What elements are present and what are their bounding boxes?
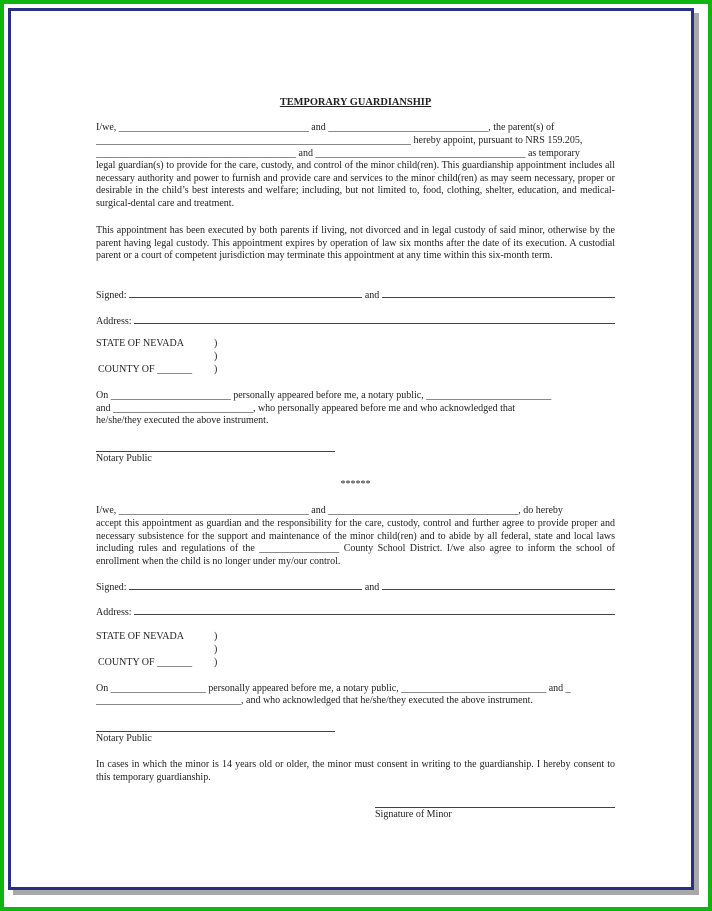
address-line-2 [96,605,615,620]
address-label: Address: [96,607,132,618]
notary-signature-line-2[interactable] [96,731,335,732]
notary-line-3: he/she/they executed the above instrument. [96,415,269,426]
minor-consent-paragraph: In cases in which the minor is 14 years old or older, the minor must consent in writing to the guardianship. I hereby consent to this temporary guardianship. [96,759,615,783]
state-label: STATE OF NEVADA [96,631,184,642]
page-title: TEMPORARY GUARDIANSHIP [279,97,432,108]
address-label: Address: [96,316,132,327]
guardian-acceptance-paragraph: accept this appointment as guardian and the responsibility for the care, custody, control and further agree to provide proper and necessary subsistence for the support and maintenance of the minor child(ren) and to abide by all federal, state and local laws including rules and regulations of the ________________ County School District. I/we also agree to inform the school of enrollment when the child is no longer under my/our control. [96,518,615,567]
parents-line: I/we, ______________________________________ and ________________________________, the parent(s) of [96,122,555,133]
notary2-line-1: On ___________________ personally appeared before me, a notary public, _____________________________ and _ [96,683,571,694]
guardianship-paragraph: legal guardian(s) to provide for the care, custody, and control of the minor child(ren). This guardianship appointment includes all necessary authority and power to furnish and provide care and services to the minor child(ren) as may seem necessary, proper or desirable in the child’s best interests and welfare; including, but not limited to, food, clothing, shelter, education, and medical-surgical-dental care and treatment. [96,160,615,209]
bracket: ) [214,657,218,668]
notary-signature-line-1[interactable] [96,451,335,452]
bracket: ) [214,644,218,655]
parent-signature-field-1[interactable] [129,288,362,298]
guardian-accept-line: I/we, ______________________________________ and ______________________________________, do hereby [96,505,563,516]
guardians-line: ________________________________________ and __________________________________________ as temporary [96,148,580,159]
county-line-1 [96,364,615,377]
appointment-terms-paragraph: This appointment has been executed by both parents if living, not divorced and in legal custody of said minor, otherwise by the parent having legal custody. This appointment expires by operation of law six months after the date of its execution. A custodial parent or a court of competent jurisdiction may terminate this appointment at any time within this six-month term. [96,225,615,261]
guardian-address-field[interactable] [134,605,615,615]
guardian-signature-field-2[interactable] [382,580,615,590]
and-label: and [364,582,380,593]
and-label: and [364,290,380,301]
signed-line-2 [96,580,615,595]
bracket: ) [214,351,218,362]
signed-label: Signed: [96,582,127,593]
guardian-signature-field-1[interactable] [129,580,362,590]
county-label: COUNTY OF _______ [98,364,193,375]
bracket: ) [214,338,218,349]
notary-line-2: and ____________________________, who personally appeared before me and who acknowledged that [96,403,516,414]
parent-signature-field-2[interactable] [382,288,615,298]
address-line-1 [96,314,615,329]
signature-of-minor-label: Signature of Minor [375,809,452,820]
parent-address-field[interactable] [134,314,615,324]
notary-line-1: On ________________________ personally appeared before me, a notary public, _________________________ [96,390,552,401]
appoint-line: _______________________________________________________________ hereby appoint, pursuant to NRS 159.205, [96,135,583,146]
bracket: ) [214,631,218,642]
venue-block-2 [96,631,615,644]
bracket: ) [214,364,218,375]
notary2-line-2: _____________________________, and who acknowledged that he/she/they executed the above instrument. [96,695,533,706]
state-label: STATE OF NEVADA [96,338,184,349]
county-line-2 [96,657,615,670]
minor-signature-line[interactable] [375,807,615,808]
venue-block-1 [96,338,615,351]
county-label: COUNTY OF _______ [98,657,193,668]
signed-line-1 [96,288,615,303]
signed-label: Signed: [96,290,127,301]
notary-public-label: Notary Public [96,733,152,744]
notary-public-label: Notary Public [96,453,152,464]
section-separator: ****** [340,479,371,490]
